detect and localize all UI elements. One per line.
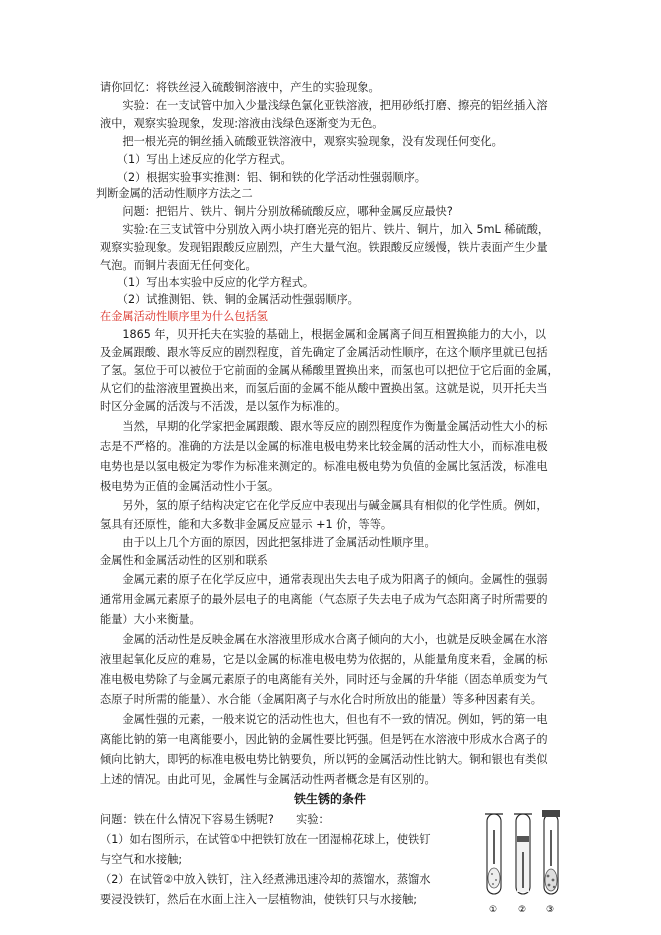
text-line: 与空气和水接触; — [100, 853, 183, 866]
text-line: 由于以上几个方面的原因，因此把氢排进了金属活动性顺序里。 — [100, 536, 436, 549]
text-line: 液中，观察实验现象，发现:溶液由浅绿色逐渐变为无色。 — [100, 117, 384, 130]
text-line: 请你回忆：将铁丝浸入硫酸铜溶液中，产生的实验现象。 — [100, 81, 380, 94]
text-line: （2）试推测铝、铁、铜的金属活动性强弱顺序。 — [100, 293, 359, 306]
text-line: 及金属跟酸、跟水等反应的剧烈程度，首先确定了金属活动性顺序，在这个顺序里就已包括 — [100, 346, 548, 359]
drying-agent — [545, 869, 557, 891]
text-line: 要浸没铁钉，然后在水面上注入一层植物油，使铁钉只与水接触; — [100, 893, 418, 906]
text-line: 倾向比钠大，即钙的标准电极电势比钠要负，所以钙的金属活动性比钠大。铜和银也有类似 — [100, 753, 548, 766]
text-line: 极电势为正值的金属活动性小于氢。 — [100, 480, 280, 493]
text-line: 实验:在三支试管中分别放入两小块打磨光亮的铝片、铁片、铜片，加入 5mL 稀硫酸， — [100, 223, 550, 236]
text-line: 实验：在一支试管中加入少量浅绿色氯化亚铁溶液，把用砂纸打磨、擦亮的铝丝插入溶 — [100, 99, 548, 112]
text-line: 志是不严格的。准确的方法是以金属的标准电极电势来比较金属的活动性大小，而标准电极 — [100, 440, 548, 453]
text-line: 了氢。氢位于可以被位于它前面的金属从稀酸里置换出来，而氢也可以把位于它后面的金属， — [100, 364, 559, 377]
text-line: 另外，氢的原子结构决定它在化学反应中表现出与碱金属具有相似的化学性质。例如， — [100, 499, 548, 512]
test-tube-1 — [485, 814, 503, 894]
text-line: 通常用金属元素原子的最外层电子的电离能（气态原子失去电子成为气态阳离子时所需要的 — [100, 593, 548, 606]
text-line: 金属的活动性是反映金属在水溶液里形成水合离子倾向的大小，也就是反映金属在水溶 — [100, 633, 548, 646]
text-line: 气泡。而铜片表面无任何变化。 — [100, 259, 257, 272]
text-line: 电势也是以氢电极定为零作为标准来测定的。标准电极电势为负值的金属比氢活泼，标准电 — [100, 460, 548, 473]
text-line: 氢具有还原性，能和大多数非金属反应显示 +1 价，等等。 — [100, 518, 393, 531]
text-line: （1）写出本实验中反应的化学方程式。 — [100, 276, 315, 289]
text-line: 观察实验现象。发现铝跟酸反应剧烈，产生大量气泡。铁跟酸反应缓慢，铁片表面产生少量 — [100, 241, 548, 254]
stopper — [542, 810, 560, 817]
text-line: 准电极电势除了与金属元素原子的电离能有关外，同时还与金属的升华能（固态单质变为气 — [100, 673, 548, 686]
text-line: 1865 年，贝开托夫在实验的基础上，根据金属和金属离子间互相置换能力的大小，以 — [100, 328, 546, 341]
text-line: 液里起氧化反应的难易，它是以金属的标准电极电势为依据的，从能量角度来看，金属的标 — [100, 653, 548, 666]
text-line: （2）根据实验事实推测：铝、铜和铁的化学活动性强弱顺序。 — [100, 171, 426, 184]
text-line: 问题：铁在什么情况下容易生锈呢? 实验： — [100, 813, 330, 826]
tube-label: ① — [489, 905, 498, 915]
text-line: （1）写出上述反应的化学方程式。 — [100, 153, 292, 166]
text-line: 把一根光亮的铜丝插入硫酸亚铁溶液中，观察实验现象，没有发现任何变化。 — [100, 135, 503, 148]
text-line: 问题：把铝片、铁片、铜片分别放稀硫酸反应，哪种金属反应最快? — [100, 205, 453, 218]
text-line: 金属元素的原子在化学反应中，通常表现出失去电子成为阳离子的倾向。金属性的强弱 — [100, 573, 548, 586]
section-heading: 判断金属的活动性顺序方法之二 — [96, 187, 253, 200]
text-line: （2）在试管②中放入铁钉，注入经煮沸迅速冷却的蒸馏水，蒸馏水 — [100, 873, 431, 886]
text-line: 态原子时所需的能量）、水合能（金属阳离子与水化合时所放出的能量）等多种因素有关。 — [100, 693, 542, 706]
oil-layer — [517, 836, 529, 842]
text-line: 从它们的盐溶液里置换出来，而氢后面的金属不能从酸中置换出氢。这就是说，贝开托夫当 — [100, 382, 548, 395]
test-tube-3 — [542, 810, 560, 894]
section-heading: 金属性和金属活动性的区别和联系 — [100, 554, 268, 567]
text-line: 当然，早期的化学家把金属跟酸、跟水等反应的剧烈程度作为衡量金属活动性大小的标 — [100, 420, 548, 433]
tube-label: ③ — [546, 905, 555, 915]
cotton-ball — [488, 868, 500, 888]
text-line: 时区分金属的活泼与不活泼，是以氢作为标准的。 — [100, 400, 347, 413]
section-heading-red: 在金属活动性顺序里为什么包括氢 — [100, 310, 268, 323]
test-tubes-figure — [478, 808, 568, 916]
text-line: 离能比钠的第一电离能要小，因此钠的金属性要比钙强。但是钙在水溶液中形成水合离子的 — [100, 733, 548, 746]
test-tube-2 — [514, 814, 532, 894]
text-line: （1）如右图所示，在试管①中把铁钉放在一团湿棉花球上，使铁钉 — [100, 833, 431, 846]
text-line: 上述的情况。由此可见，金属性与金属活动性两者概念是有区别的。 — [100, 773, 436, 786]
tube-label: ② — [518, 905, 527, 915]
text-line: 能量）大小来衡量。 — [100, 613, 201, 626]
section-title: 铁生锈的条件 — [293, 792, 366, 806]
text-line: 金属性强的元素，一般来说它的活动性也大，但也有不一致的情况。例如，钙的第一电 — [100, 713, 548, 726]
